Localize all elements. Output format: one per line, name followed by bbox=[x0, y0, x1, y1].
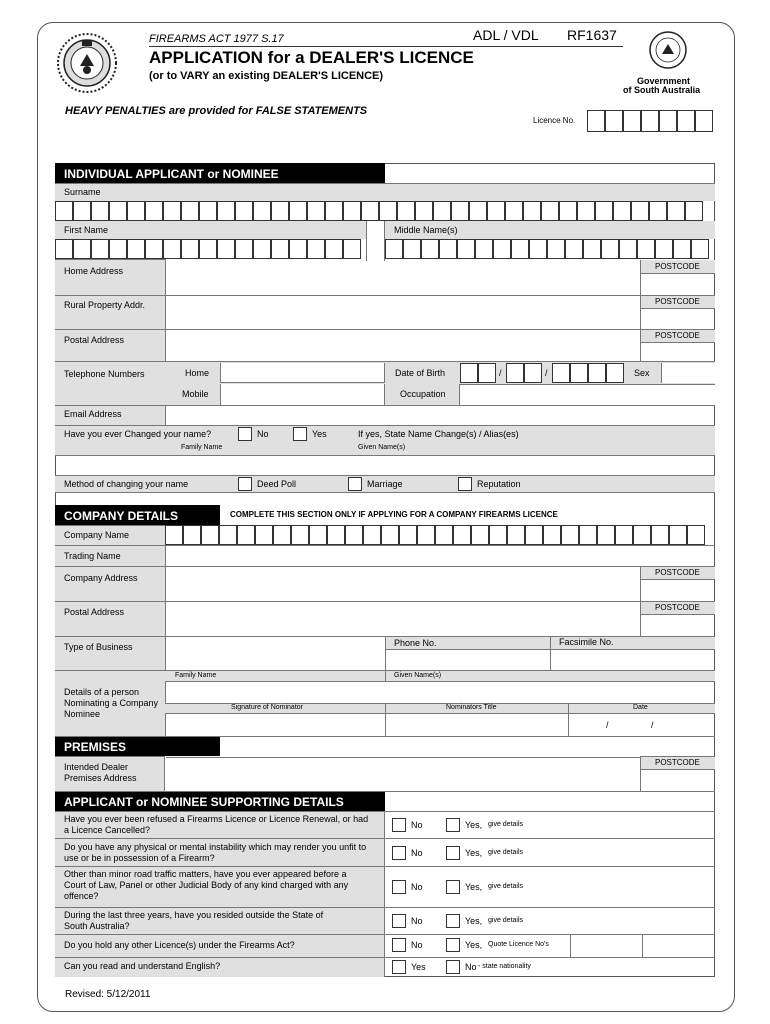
q4-no-label: No bbox=[411, 916, 423, 926]
type-of-business-label: Type of Business bbox=[64, 642, 133, 652]
q6-yes-checkbox[interactable] bbox=[392, 960, 406, 974]
email-input[interactable] bbox=[165, 405, 715, 425]
dob-slash-1: / bbox=[499, 368, 502, 378]
divider bbox=[55, 791, 715, 792]
licence-numbers-input[interactable] bbox=[570, 935, 642, 957]
date-slash-2: / bbox=[651, 720, 654, 730]
trading-name-input[interactable] bbox=[166, 546, 715, 566]
home-address-input[interactable] bbox=[166, 260, 640, 295]
page-subtitle: (or to VARY an existing DEALER'S LICENCE) bbox=[149, 70, 384, 82]
page-title: APPLICATION for a DEALER'S LICENCE bbox=[149, 48, 474, 67]
dob-slash-2: / bbox=[545, 368, 548, 378]
q1-no-checkbox[interactable] bbox=[392, 818, 406, 832]
question-text: Do you have any physical or mental instability which may render you unfit to use or be in possession of a Firearm? bbox=[64, 842, 367, 863]
divider bbox=[55, 934, 715, 935]
alias-input[interactable] bbox=[55, 455, 715, 475]
changed-name-yes-label: Yes bbox=[312, 429, 327, 439]
question-text: Do you hold any other Licence(s) under the Firearms Act? bbox=[64, 940, 295, 950]
marriage-label: Marriage bbox=[367, 479, 403, 489]
company-postal-postcode-input[interactable] bbox=[640, 615, 715, 636]
q4-yes-label: Yes, bbox=[465, 916, 483, 926]
licence-no-label: Licence No. bbox=[533, 116, 576, 125]
changed-name-no-checkbox[interactable] bbox=[238, 427, 252, 441]
q4-yes-checkbox[interactable] bbox=[446, 914, 460, 928]
company-fax-label: Facsimile No. bbox=[559, 637, 614, 647]
sa-government-logo-icon bbox=[648, 30, 688, 70]
postal-postcode-label: POSTCODE bbox=[655, 331, 700, 340]
q5-yes-label: Yes, bbox=[465, 940, 483, 950]
dob-boxes[interactable] bbox=[460, 363, 624, 383]
form-number: RF1637 bbox=[567, 27, 617, 43]
section-supporting-heading: APPLICANT or NOMINEE SUPPORTING DETAILS bbox=[55, 791, 385, 811]
middle-name-boxes[interactable] bbox=[385, 239, 709, 259]
if-yes-state-label: If yes, State Name Change(s) / Alias(es) bbox=[358, 429, 519, 439]
question-text: Other than minor road traffic matters, have you ever appeared before a Court of Law, Panel or other Judicial Body of any kind charged with any offence? bbox=[64, 869, 349, 901]
form-codes: ADL / VDL bbox=[473, 27, 539, 43]
q3-no-label: No bbox=[411, 882, 423, 892]
divider bbox=[642, 935, 643, 957]
q1-yes-sub: give details bbox=[488, 821, 524, 828]
premises-address-label: Intended Dealer Premises Address bbox=[64, 762, 137, 783]
home-phone-input[interactable] bbox=[220, 363, 385, 383]
changed-name-no-label: No bbox=[257, 429, 269, 439]
deed-poll-label: Deed Poll bbox=[257, 479, 297, 489]
penalties-warning: HEAVY PENALTIES are provided for FALSE STATEMENTS bbox=[65, 105, 368, 117]
nominator-given-names-label: Given Name(s) bbox=[394, 672, 442, 679]
q2-yes-label: Yes, bbox=[465, 848, 483, 858]
q1-no-label: No bbox=[411, 820, 423, 830]
occupation-label: Occupation bbox=[400, 389, 446, 399]
nominator-title-input[interactable] bbox=[386, 715, 568, 736]
divider bbox=[55, 838, 715, 839]
company-phone-input[interactable] bbox=[385, 650, 550, 670]
reputation-checkbox[interactable] bbox=[458, 477, 472, 491]
occupation-input[interactable] bbox=[459, 384, 715, 405]
premises-postcode-label: POSTCODE bbox=[655, 758, 700, 767]
company-postal-postcode-label: POSTCODE bbox=[655, 603, 700, 612]
nominator-date-input[interactable] bbox=[569, 715, 715, 736]
q4-yes-sub: give details bbox=[488, 917, 524, 924]
section-premises-heading: PREMISES bbox=[55, 736, 220, 756]
company-name-label: Company Name bbox=[64, 530, 130, 540]
company-address-label: Company Address bbox=[64, 573, 138, 583]
divider bbox=[55, 866, 715, 867]
signature-input[interactable] bbox=[166, 715, 385, 736]
first-name-label: First Name bbox=[64, 225, 109, 235]
q3-no-checkbox[interactable] bbox=[392, 880, 406, 894]
changed-name-question: Have you ever Changed your name? bbox=[64, 429, 212, 439]
nominator-name-input[interactable] bbox=[166, 682, 715, 703]
company-fax-input[interactable] bbox=[550, 650, 715, 670]
marriage-checkbox[interactable] bbox=[348, 477, 362, 491]
q5-yes-checkbox[interactable] bbox=[446, 938, 460, 952]
home-postcode-input[interactable] bbox=[640, 274, 715, 295]
nominator-title-label: Nominators Title bbox=[446, 704, 497, 711]
section-individual-heading: INDIVIDUAL APPLICANT or NOMINEE bbox=[55, 163, 385, 183]
home-phone-label: Home bbox=[185, 368, 210, 378]
reputation-label: Reputation bbox=[477, 479, 521, 489]
q3-yes-checkbox[interactable] bbox=[446, 880, 460, 894]
company-postal-label: Postal Address bbox=[64, 607, 125, 617]
sex-input[interactable] bbox=[661, 363, 715, 383]
trading-name-label: Trading Name bbox=[64, 551, 121, 561]
mobile-phone-label: Mobile bbox=[182, 389, 209, 399]
middle-names-label: Middle Name(s) bbox=[394, 225, 458, 235]
rural-address-input[interactable] bbox=[166, 296, 640, 329]
premises-postcode-input[interactable] bbox=[640, 770, 715, 791]
question-text: During the last three years, have you resided outside the State of South Australia? bbox=[64, 910, 324, 931]
email-label: Email Address bbox=[64, 409, 122, 419]
divider bbox=[55, 736, 715, 737]
q2-yes-sub: give details bbox=[488, 849, 524, 856]
q6-yes-label: Yes bbox=[411, 962, 426, 972]
home-address-label: Home Address bbox=[64, 266, 124, 276]
rural-postcode-label: POSTCODE bbox=[655, 297, 700, 306]
revised-date: Revised: 5/12/2011 bbox=[65, 989, 151, 1000]
rural-postcode-input[interactable] bbox=[640, 309, 715, 329]
divider bbox=[385, 671, 386, 682]
nominator-details-label: Details of a person Nominating a Company Nominee bbox=[64, 687, 159, 719]
q6-no-sub: - state nationality bbox=[478, 963, 531, 970]
gov-line-2: of South Australia bbox=[623, 85, 701, 95]
q2-no-label: No bbox=[411, 848, 423, 858]
surname-label: Surname bbox=[64, 187, 101, 197]
act-reference: FIREARMS ACT 1977 S.17 bbox=[149, 33, 284, 45]
surname-row bbox=[55, 183, 715, 201]
signature-label: Signature of Nominator bbox=[231, 704, 303, 711]
q1-yes-checkbox[interactable] bbox=[446, 818, 460, 832]
company-section-note: COMPLETE THIS SECTION ONLY IF APPLYING FOR A COMPANY FIREARMS LICENCE bbox=[230, 510, 558, 519]
home-postcode-label: POSTCODE bbox=[655, 262, 700, 271]
q5-no-label: No bbox=[411, 940, 423, 950]
police-crest-icon bbox=[56, 32, 118, 94]
postal-postcode-input[interactable] bbox=[640, 343, 715, 361]
type-of-business-input[interactable] bbox=[166, 637, 385, 670]
q5-no-checkbox[interactable] bbox=[392, 938, 406, 952]
premises-address-input[interactable] bbox=[166, 757, 640, 791]
company-address-input[interactable] bbox=[166, 567, 640, 601]
divider bbox=[55, 811, 715, 812]
postal-address-input[interactable] bbox=[166, 330, 640, 361]
alias-family-name-label: Family Name bbox=[181, 444, 223, 451]
surname-boxes[interactable] bbox=[55, 201, 703, 221]
date-slash-1: / bbox=[606, 720, 609, 730]
company-postcode-label: POSTCODE bbox=[655, 568, 700, 577]
header-rule bbox=[149, 46, 623, 47]
q3-yes-sub: give details bbox=[488, 883, 524, 890]
dob-label: Date of Birth bbox=[395, 368, 446, 378]
company-phone-label: Phone No. bbox=[394, 638, 437, 648]
rural-address-label: Rural Property Addr. bbox=[64, 300, 146, 310]
gov-line-1: Government bbox=[637, 76, 691, 86]
first-name-row bbox=[55, 221, 715, 239]
deed-poll-checkbox[interactable] bbox=[238, 477, 252, 491]
q5-yes-sub: Quote Licence No's bbox=[488, 941, 549, 948]
method-label: Method of changing your name bbox=[64, 479, 189, 489]
divider bbox=[55, 907, 715, 908]
company-postal-input[interactable] bbox=[166, 602, 640, 636]
nominator-family-name-label: Family Name bbox=[175, 672, 217, 679]
divider bbox=[55, 957, 715, 958]
company-postcode-input[interactable] bbox=[640, 580, 715, 601]
alias-given-names-label: Given Name(s) bbox=[358, 444, 406, 451]
section-company-heading: COMPANY DETAILS bbox=[55, 505, 220, 525]
mobile-phone-input[interactable] bbox=[220, 384, 385, 405]
telephone-label: Telephone Numbers bbox=[64, 369, 145, 379]
q3-yes-label: Yes, bbox=[465, 882, 483, 892]
postal-address-label: Postal Address bbox=[64, 335, 125, 345]
changed-name-yes-checkbox[interactable] bbox=[293, 427, 307, 441]
q2-yes-checkbox[interactable] bbox=[446, 846, 460, 860]
licence-no-boxes[interactable] bbox=[587, 110, 713, 132]
q4-no-checkbox[interactable] bbox=[392, 914, 406, 928]
question-text: Have you ever been refused a Firearms Licence or Licence Renewal, or had a Licence Cancelled? bbox=[64, 814, 369, 835]
first-name-boxes[interactable] bbox=[55, 239, 361, 259]
q6-no-checkbox[interactable] bbox=[446, 960, 460, 974]
company-name-boxes[interactable] bbox=[165, 525, 705, 545]
nominator-date-label: Date bbox=[633, 704, 648, 711]
sex-label: Sex bbox=[634, 368, 650, 378]
q1-yes-label: Yes, bbox=[465, 820, 483, 830]
name-divider bbox=[366, 221, 385, 261]
question-text: Can you read and understand English? bbox=[64, 961, 221, 971]
q6-no-label: No bbox=[465, 962, 477, 972]
q2-no-checkbox[interactable] bbox=[392, 846, 406, 860]
